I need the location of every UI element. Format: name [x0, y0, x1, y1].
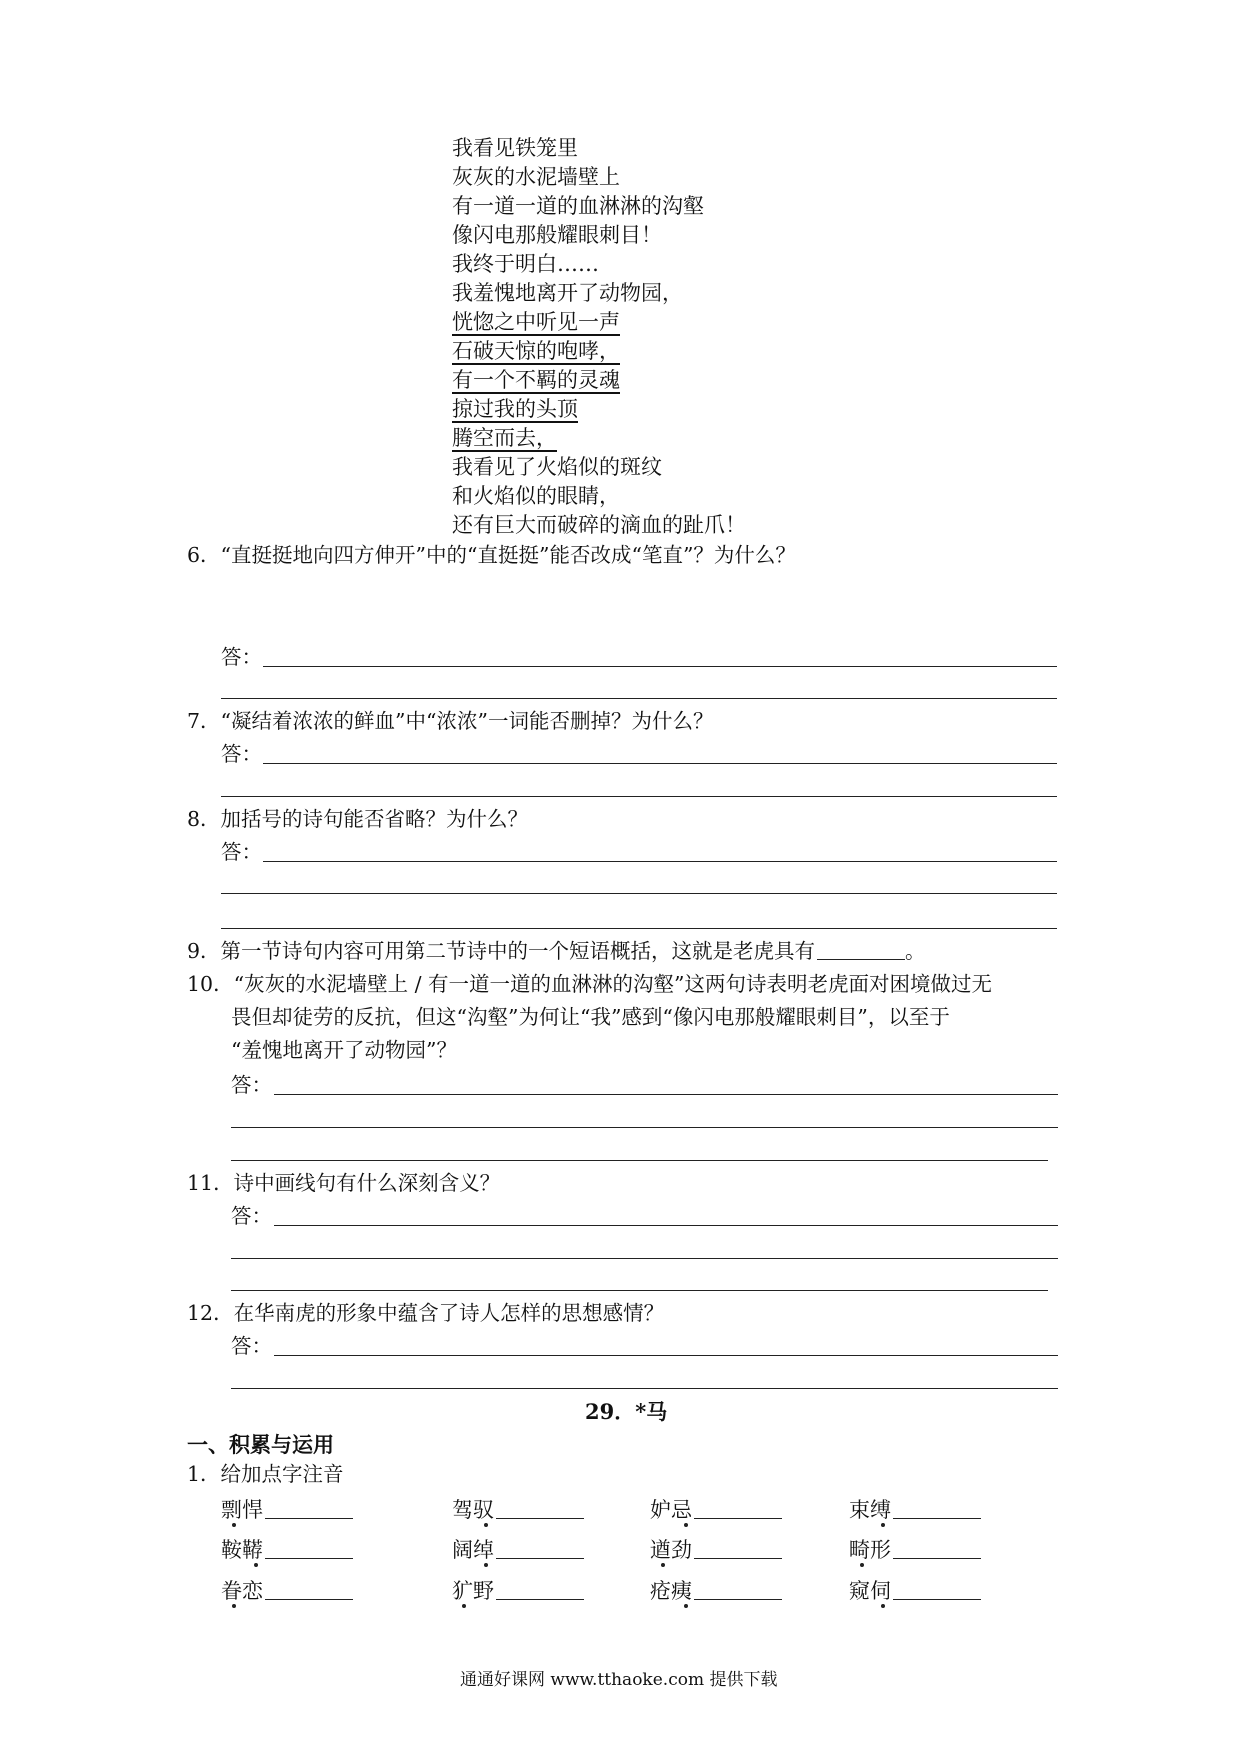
question-10-line-1: 10．“灰灰的水泥墙壁上 / 有一道一道的血淋淋的沟壑”这两句诗表明老虎面对困境做过无 [187, 972, 992, 996]
poem-line: 灰灰的水泥墙壁上 [452, 165, 620, 189]
answer-line[interactable] [231, 1258, 1058, 1259]
emphasis-dot [232, 1523, 236, 1527]
pinyin-item [452, 1534, 584, 1564]
pinyin-blank[interactable] [694, 1536, 782, 1559]
word: 鞍鞯 [221, 1538, 263, 1562]
question-12: 12．在华南虎的形象中蕴含了诗人怎样的思想感情？ [187, 1301, 665, 1325]
answer-label: 答： [231, 1073, 272, 1097]
poem-line: 有一道一道的血淋淋的沟壑 [452, 194, 704, 218]
poem-line: 我看见了火焰似的斑纹 [452, 455, 662, 479]
emphasis-dot [232, 1604, 236, 1608]
pinyin-item [221, 1494, 353, 1524]
answer-line[interactable] [274, 1355, 1058, 1356]
answer-line[interactable] [274, 1225, 1058, 1226]
pinyin-blank[interactable] [265, 1536, 353, 1559]
pinyin-blank[interactable] [265, 1496, 353, 1519]
word: 束缚 [849, 1498, 891, 1522]
section-heading: 一、积累与运用 [187, 1432, 334, 1457]
answer-label: 答： [221, 840, 262, 864]
word: 阔绰 [452, 1538, 494, 1562]
emphasis-dot [684, 1523, 688, 1527]
word: 驾驭 [452, 1498, 494, 1522]
pinyin-item [650, 1534, 782, 1564]
question-11: 11．诗中画线句有什么深刻含义？ [187, 1171, 501, 1195]
pinyin-blank[interactable] [893, 1496, 981, 1519]
answer-line[interactable] [231, 1160, 1048, 1161]
poem-line-underlined: 腾空而去， [452, 426, 557, 450]
pinyin-blank[interactable] [496, 1496, 584, 1519]
item-1-instruction: 1．给加点字注音 [187, 1462, 344, 1486]
answer-line[interactable] [221, 928, 1057, 929]
pinyin-item [650, 1575, 782, 1605]
answer-line[interactable] [221, 698, 1057, 699]
word: 畸形 [849, 1538, 891, 1562]
word: 妒忌 [650, 1498, 692, 1522]
poem-line: 我终于明白…… [452, 252, 599, 276]
pinyin-blank[interactable] [265, 1577, 353, 1600]
word: 犷野 [452, 1579, 494, 1603]
pinyin-item [849, 1575, 981, 1605]
pinyin-item [452, 1494, 584, 1524]
answer-label: 答： [231, 1204, 272, 1228]
answer-line[interactable] [231, 1388, 1058, 1389]
answer-label: 答： [221, 645, 262, 669]
answer-line[interactable] [221, 893, 1057, 894]
pinyin-blank[interactable] [694, 1496, 782, 1519]
poem-line: 我看见铁笼里 [452, 136, 578, 160]
emphasis-dot [684, 1604, 688, 1608]
answer-label: 答： [221, 742, 262, 766]
word: 剽悍 [221, 1498, 263, 1522]
question-10-line-3: “羞愧地离开了动物园”？ [231, 1038, 457, 1062]
poem-line-underlined: 有一个不羁的灵魂 [452, 368, 620, 392]
word: 眷恋 [221, 1579, 263, 1603]
poem-line-underlined: 掠过我的头顶 [452, 397, 578, 421]
poem-line-underlined: 恍惚之中听见一声 [452, 310, 620, 334]
word: 窥伺 [849, 1579, 891, 1603]
answer-line[interactable] [231, 1290, 1048, 1291]
pinyin-item [849, 1494, 981, 1524]
fill-blank[interactable] [817, 937, 905, 960]
pinyin-item [650, 1494, 782, 1524]
page-footer: 通通好课网 www.tthaoke.com 提供下载 [460, 1670, 778, 1690]
emphasis-dot [462, 1604, 466, 1608]
poem-line-underlined: 石破天惊的咆哮， [452, 339, 620, 363]
pinyin-blank[interactable] [496, 1577, 584, 1600]
answer-line[interactable] [221, 796, 1057, 797]
pinyin-blank[interactable] [893, 1536, 981, 1559]
emphasis-dot [881, 1604, 885, 1608]
pinyin-blank[interactable] [893, 1577, 981, 1600]
emphasis-dot [254, 1563, 258, 1567]
answer-line[interactable] [231, 1127, 1058, 1128]
emphasis-dot [881, 1523, 885, 1527]
emphasis-dot [484, 1563, 488, 1567]
answer-line[interactable] [274, 1094, 1058, 1095]
pinyin-item [849, 1534, 981, 1564]
poem-line: 我羞愧地离开了动物园， [452, 281, 683, 305]
emphasis-dot [484, 1523, 488, 1527]
poem-line: 像闪电那般耀眼刺目！ [452, 223, 662, 247]
question-9-text: 9．第一节诗句内容可用第二节诗中的一个短语概括，这就是老虎具有 [187, 939, 816, 963]
answer-line[interactable] [263, 666, 1057, 667]
poem-line: 和火焰似的眼睛， [452, 484, 620, 508]
answer-line[interactable] [263, 861, 1057, 862]
question-7: 7．“凝结着浓浓的鲜血”中“浓浓”一词能否删掉？为什么？ [187, 709, 714, 733]
answer-line[interactable] [263, 763, 1057, 764]
question-9 [187, 937, 926, 965]
pinyin-item [452, 1575, 584, 1605]
answer-label: 答： [231, 1334, 272, 1358]
word: 疮痍 [650, 1579, 692, 1603]
word: 遒劲 [650, 1538, 692, 1562]
pinyin-blank[interactable] [496, 1536, 584, 1559]
question-8: 8．加括号的诗句能否省略？为什么？ [187, 807, 529, 831]
pinyin-blank[interactable] [694, 1577, 782, 1600]
emphasis-dot [860, 1563, 864, 1567]
poem-line: 还有巨大而破碎的滴血的趾爪！ [452, 513, 746, 537]
question-10-line-2: 畏但却徒劳的反抗，但这“沟壑”为何让“我”感到“像闪电那般耀眼刺目”，以至于 [231, 1005, 950, 1029]
pinyin-item [221, 1575, 353, 1605]
pinyin-item [221, 1534, 353, 1564]
question-9-end: 。 [905, 939, 926, 963]
lesson-title: 29．*马 [585, 1399, 668, 1424]
question-6: 6．“直挺挺地向四方伸开”中的“直挺挺”能否改成“笔直”？为什么？ [187, 543, 796, 567]
emphasis-dot [661, 1563, 665, 1567]
